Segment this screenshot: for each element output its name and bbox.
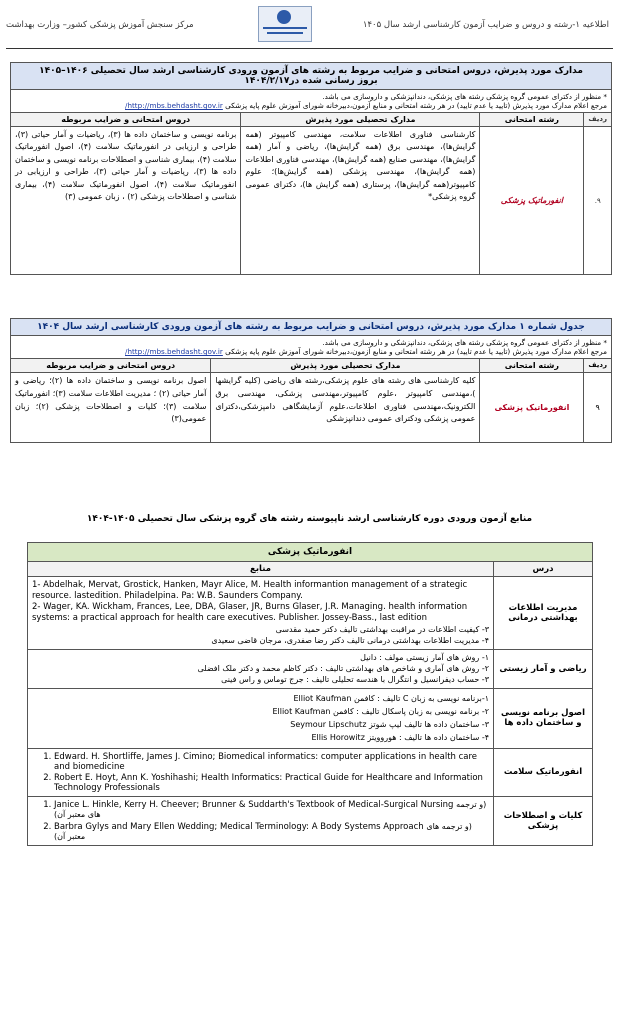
source-item: 2- Wager, KA. Wickham, Frances, Lee, DBA, Glaser, JR, Burns Glaser, J.R. Managing. health information systems: a practical approach for health care executives. Publisher. Jossey-Bass., last edition [32, 602, 468, 623]
source-item: ۳- ساختمان داده ها تالیف لیپ شوتز [368, 719, 489, 729]
source-item: ۴- ساختمان داده ها تالیف : هوروویتز [367, 732, 489, 742]
ministry-logo [258, 6, 312, 42]
table2-link[interactable]: http://mbs.behdasht.gov.ir/ [125, 347, 223, 356]
source-author: Ellis Horowitz [311, 732, 365, 742]
source-item: ۳- کیفیت اطلاعات در مراقبت بهداشتی تالیف دکتر حمید مقدسی [275, 624, 489, 634]
course-name: کلیات و اصطلاحات پزشکی [494, 797, 593, 846]
source-item: ۴- مدیریت اطلاعات بهداشتی درمانی تالیف دکتر رضا صفدری، مرجان قاضی سعیدی [211, 635, 489, 645]
source-item: ۳- حساب دیفرانسیل و انتگرال با هندسه تحلیلی تالیف : جرج توماس و راس فینی [221, 674, 489, 684]
source-item: ۱-برنامه نویسی به زبان C تالیف : کافمن [353, 693, 489, 703]
table1-title: مدارک مورد پذیرش، دروس امتحانی و ضرایب مربوط به رشته های آزمون ورودی کارشناسی ارشد سال تحصیلی ۱۴۰۶–۱۴۰۵ بروز رسانی شده در۱۴۰۴/۲/۱۷ [11, 63, 612, 90]
source-item: 1- Abdelhak, Mervat, Grostick, Hanken, Mayr Alice, M. Health informantion management of a strategic resource. lastedition. Philadelpina. Pa: W.B. Saunders Company. [32, 580, 468, 601]
sources-header-course: درس [494, 562, 593, 577]
sources-section-title: منابع آزمون ورودی دوره کارشناسی ارشد ناپیوسته رشته های گروه پزشکی سال تحصیلی ۱۴۰۵-۱۴۰۴ [86, 514, 533, 524]
table-row [28, 577, 593, 650]
table1-note2: مرجع اعلام مدارک مورد پذیرش (تایید یا عدم تایید) در هر رشته امتحانی و منابع آزمون،دبیرخانه شورای آموزش علوم پایه پزشکی [225, 101, 607, 110]
table-row [28, 649, 593, 688]
table1-field-name: انفورماتیک پزشکی [480, 127, 584, 275]
seal-icon [277, 10, 291, 24]
source-item: 2. Robert E. Hoyt, Ann K. Yoshihashi; Health Informatics: Practical Guide for Healthcare and Information Technology Professionals [54, 773, 489, 793]
table2-courses-text: اصول برنامه نویسی و ساختمان داده ها (۲)؛ ریاضی و آمار حیاتی (۲) ؛ مدیریت اطلاعات سلامت (۳)؛ انفورماتیک سلامت (۳)؛ کلیات و اصطلاحات پزشکی (۲)؛ زبان عمومی(۳) [11, 373, 211, 443]
table1-degrees-text: کارشناسی فناوری اطلاعات سلامت، مهندسی کامپیوتر (همه گرایش‌ها)، مهندسی برق (همه گرایش‌ها)، ریاضی و آمار (همه گرایش‌ها)، مهندسی صنایع (همه گرایش‌ها)، مهندسی فناوری اطلاعات (همه گرایش‌ها)، مهندسی پزشکی (همه گرایش‌ها)؛ علوم کامپیوتر(همه گرایش‌ها)، پرستاری (همه گرایش ها)، دکترای عمومی گروه پزشکی* [241, 127, 480, 275]
course-sources [28, 649, 494, 688]
sources-table [27, 542, 593, 846]
table2-header-row: ردیف [584, 359, 612, 373]
table1-courses-text: برنامه نویسی و ساختمان داده ها (۳)، ریاضیات و آمار حیاتی (۳)، طراحی و ارزیابی در انفورماتیک سلامت (۴)، اصول انفورماتیک سلامت (۴)، بیماری شناسی و اصطلاحات برنامه نویسی و ساختمان داده ها (۳)، ریاضیات و آمار حیاتی (۳)، طراحی و ارزیابی در انفورماتیک سلامت (۴)، اصول انفورماتیک سلامت (۴)، بیماری شناسی و اصطلاحات پزشکی (۲) ، زبان عمومی (۳) [11, 127, 241, 275]
table-row [28, 797, 593, 846]
table1-note1: * منظور از دکترای عمومی گروه پزشکی رشته های پزشکی، دندانپزشکی و داروسازی می باشد. [322, 92, 607, 101]
table2-note1: * منظور از دکترای عمومی گروه پزشکی رشته های پزشکی، دندانپزشکی و داروسازی می باشد. [322, 338, 607, 347]
course-name: مدیریت اطلاعات بهداشتی درمانی [494, 577, 593, 650]
course-sources [28, 748, 494, 797]
table1-header-field: رشته امتحانی [480, 113, 584, 127]
course-sources [28, 797, 494, 846]
table-row [28, 748, 593, 797]
degrees-table-1405 [10, 62, 612, 275]
course-sources [28, 577, 494, 650]
table1-notes [11, 90, 612, 113]
source-author: Elliot Kaufman [293, 693, 352, 703]
table2-header-courses: دروس امتحانی و ضرایب مربوطه [11, 359, 211, 373]
source-item: Barbra Gylys and Mary Ellen Wedding; Medical Terminology: A Body Systems Approach [54, 821, 424, 832]
source-author: Seymour Lipschutz [290, 719, 367, 729]
source-author: Elliot Kaufman [272, 706, 331, 716]
table1-link[interactable]: http://mbs.behdasht.gov.ir/ [125, 101, 223, 110]
table2-header-degrees: مدارک تحصیلی مورد پذیرش [211, 359, 480, 373]
table2-field-name: انفورماتیک پزشکی [480, 373, 584, 443]
table2-degrees-text: کلیه کارشناسی های رشته های علوم پزشکی،رشته های ریاضی (کلیه گرایشها )،مهندسی کامپیوتر ،علوم کامپیوتر،مهندسی پزشکی، مهندسی برق الکترونیک،مهندسی فناوری اطلاعات،علوم آزمایشگاهی دامپزشکی،دکترای عمومی پزشکی ودکترای عمومی دندانپزشکی [211, 373, 480, 443]
sources-header-sources: منابع [28, 562, 494, 577]
table2-note2: مرجع اعلام مدارک مورد پذیرش (تایید یا عدم تایید) در هر رشته امتحانی و منابع آزمون،دبیرخانه شورای آموزش علوم پایه پزشکی [225, 347, 607, 356]
source-item: ۲- روش های آماری و شاخص های بهداشتی تالیف : دکتر کاظم محمد و دکتر ملک افضلی [197, 663, 489, 673]
table2-notes [11, 336, 612, 359]
header-left-text: مرکز سنجش آموزش پزشکی کشور– وزارت بهداشت [6, 20, 194, 30]
table1-header-row: ردیف [584, 113, 612, 127]
table2-header-field: رشته امتحانی [480, 359, 584, 373]
table1-row-num: ۹. [584, 127, 612, 275]
table2-row-num: ۹ [584, 373, 612, 443]
header-divider [6, 48, 613, 49]
source-item: Janice L. Hinkle, Kerry H. Cheever; Brunner & Suddarth's Textbook of Medical-Surgical Nursing [54, 800, 454, 811]
source-item: ۲- برنامه نویسی به زبان پاسکال تالیف : کافمن [332, 706, 489, 716]
table1-header-degrees: مدارک تحصیلی مورد پذیرش [241, 113, 480, 127]
translation-note: (و ترجمه های معتبر آن) [54, 800, 487, 820]
source-item: 1. Edward. H. Shortliffe, James J. Cimino; Biomedical informatics: computer applications in health care and biomedicine [54, 752, 489, 772]
table1-header-courses: دروس امتحانی و ضرایب مربوطه [11, 113, 241, 127]
course-name: انفورماتیک سلامت [494, 748, 593, 797]
table1-update-date: بروز رسانی شده در۱۴۰۴/۲/۱۷ [244, 76, 378, 86]
table2-title: جدول شماره ۱ مدارک مورد پذیرش، دروس امتحانی و ضرایب مربوط به رشته های آزمون ورودی کارشناسی ارشد سال ۱۴۰۴ [11, 319, 612, 336]
course-name: ریاضی و آمار زیستی [494, 649, 593, 688]
course-name: اصول برنامه نویسی و ساختمان داده ها [494, 688, 593, 748]
table-row [28, 688, 593, 748]
translation-note: (و ترجمه های معتبر آن) [54, 821, 472, 841]
header-right-text: اطلاعیه ۱-رشته و دروس و ضرایب آزمون کارشناسی ارشد سال ۱۴۰۵ [362, 20, 609, 30]
source-item: ۱- روش های آمار زیستی مولف : دانیل [360, 652, 489, 662]
page-header [0, 0, 619, 60]
sources-table-title: انفورماتیک پزشکی [28, 543, 593, 562]
course-sources [28, 688, 494, 748]
degrees-table-1404 [10, 318, 612, 443]
